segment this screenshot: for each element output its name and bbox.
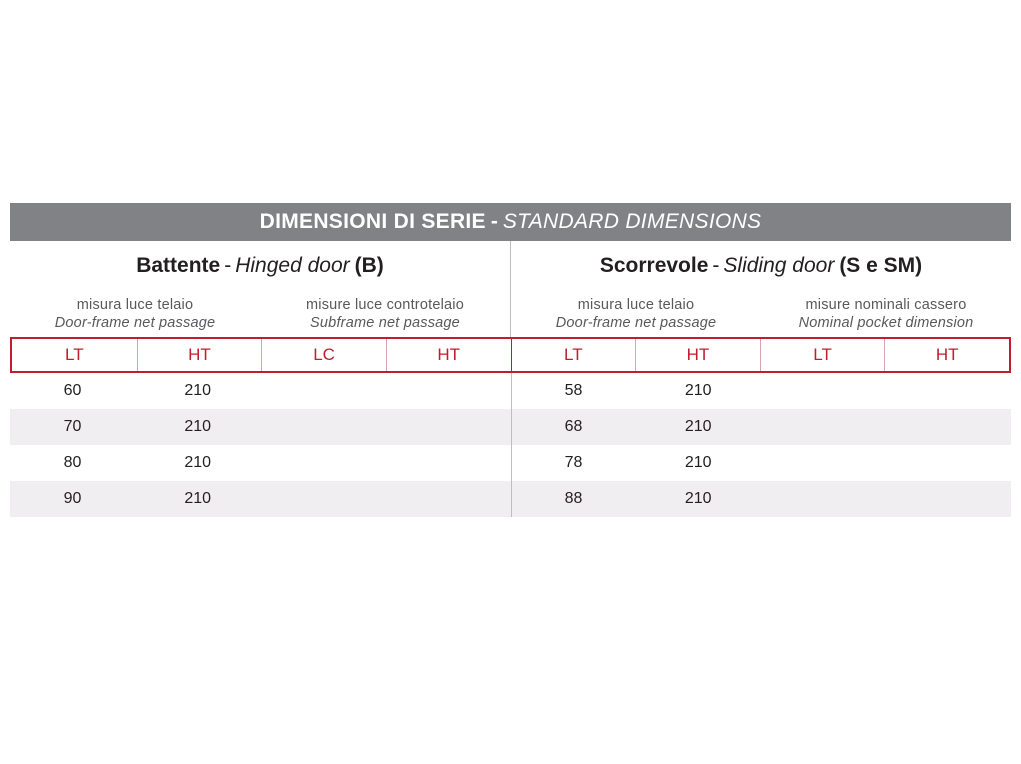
cell-r1-c1: 210	[184, 418, 212, 435]
standard-dimensions-table	[10, 203, 1011, 517]
column-code-5: HT	[635, 339, 760, 371]
cell-r2-c7	[886, 445, 1011, 481]
group-sliding-code: (S e SM)	[839, 254, 923, 277]
column-code-1: HT	[137, 339, 262, 371]
group-sliding-separator: -	[712, 254, 720, 277]
group-hinged-code: (B)	[354, 254, 384, 277]
table-title-separator: -	[490, 210, 498, 233]
cell-r3-c4: 88	[511, 481, 636, 517]
subheader-hinged-subframe-en: Subframe net passage	[310, 315, 460, 331]
cell-r0-c4: 58	[511, 373, 636, 409]
group-hinged-english: Hinged door	[235, 254, 350, 277]
table-row	[10, 409, 1011, 445]
subheader-hinged-subframe-it: misure luce controtelaio	[306, 296, 464, 313]
column-code-7: HT	[884, 339, 1009, 371]
table-row	[10, 445, 1011, 481]
cell-r2-c0: 80	[63, 454, 82, 471]
cell-r1-c4: 68	[511, 409, 636, 445]
subheader-sliding-pocket-it: misure nominali cassero	[805, 296, 967, 313]
subheader-sliding-frame	[510, 291, 761, 337]
group-header-sliding	[510, 241, 1011, 291]
cell-r0-c3	[385, 373, 510, 409]
cell-r1-c3	[385, 409, 510, 445]
cell-r2-c3	[385, 445, 510, 481]
column-code-3: HT	[386, 339, 511, 371]
cell-r3-c7	[886, 481, 1011, 517]
column-code-6: LT	[760, 339, 885, 371]
subheader-row	[10, 291, 1011, 337]
table-body	[10, 373, 1011, 517]
cell-r2-c5: 210	[684, 454, 712, 471]
table-row	[10, 373, 1011, 409]
subheader-hinged-frame	[10, 291, 260, 337]
group-hinged-italian: Battente	[136, 254, 221, 277]
cell-r2-c4: 78	[511, 445, 636, 481]
cell-r0-c7	[886, 373, 1011, 409]
cell-r0-c2	[260, 373, 385, 409]
column-code-0: LT	[65, 345, 84, 364]
cell-r1-c2	[260, 409, 385, 445]
subheader-hinged-frame-en: Door-frame net passage	[54, 315, 216, 331]
cell-r3-c3	[385, 481, 510, 517]
subheader-sliding-pocket-en: Nominal pocket dimension	[798, 315, 974, 331]
cell-r3-c2	[260, 481, 385, 517]
cell-r1-c5: 210	[684, 418, 712, 435]
cell-r1-c6	[761, 409, 886, 445]
group-header-hinged	[10, 241, 510, 291]
table-title-bar	[10, 203, 1011, 241]
cell-r0-c1: 210	[184, 382, 212, 399]
cell-r3-c6	[761, 481, 886, 517]
subheader-hinged-frame-it: misura luce telaio	[76, 296, 194, 313]
column-code-2: LC	[261, 339, 386, 371]
group-header-row	[10, 241, 1011, 291]
cell-r2-c1: 210	[184, 454, 212, 471]
subheader-sliding-frame-it: misura luce telaio	[577, 296, 695, 313]
cell-r0-c5: 210	[684, 382, 712, 399]
cell-r0-c6	[761, 373, 886, 409]
cell-r3-c0: 90	[63, 490, 82, 507]
group-sliding-english: Sliding door	[723, 254, 835, 277]
table-row	[10, 481, 1011, 517]
cell-r3-c1: 210	[184, 490, 212, 507]
cell-r2-c6	[761, 445, 886, 481]
subheader-hinged-subframe	[260, 291, 510, 337]
cell-r0-c0: 60	[63, 382, 82, 399]
cell-r1-c0: 70	[63, 418, 82, 435]
cell-r1-c7	[886, 409, 1011, 445]
table-title-italian: DIMENSIONI DI SERIE	[259, 210, 486, 233]
cell-r2-c2	[260, 445, 385, 481]
column-code-row	[10, 337, 1011, 373]
table-title-english: STANDARD DIMENSIONS	[502, 210, 762, 233]
group-hinged-separator: -	[224, 254, 232, 277]
group-sliding-italian: Scorrevole	[599, 254, 709, 277]
subheader-sliding-pocket	[761, 291, 1011, 337]
subheader-sliding-frame-en: Door-frame net passage	[555, 315, 717, 331]
cell-r3-c5: 210	[684, 490, 712, 507]
column-code-4: LT	[511, 339, 636, 371]
